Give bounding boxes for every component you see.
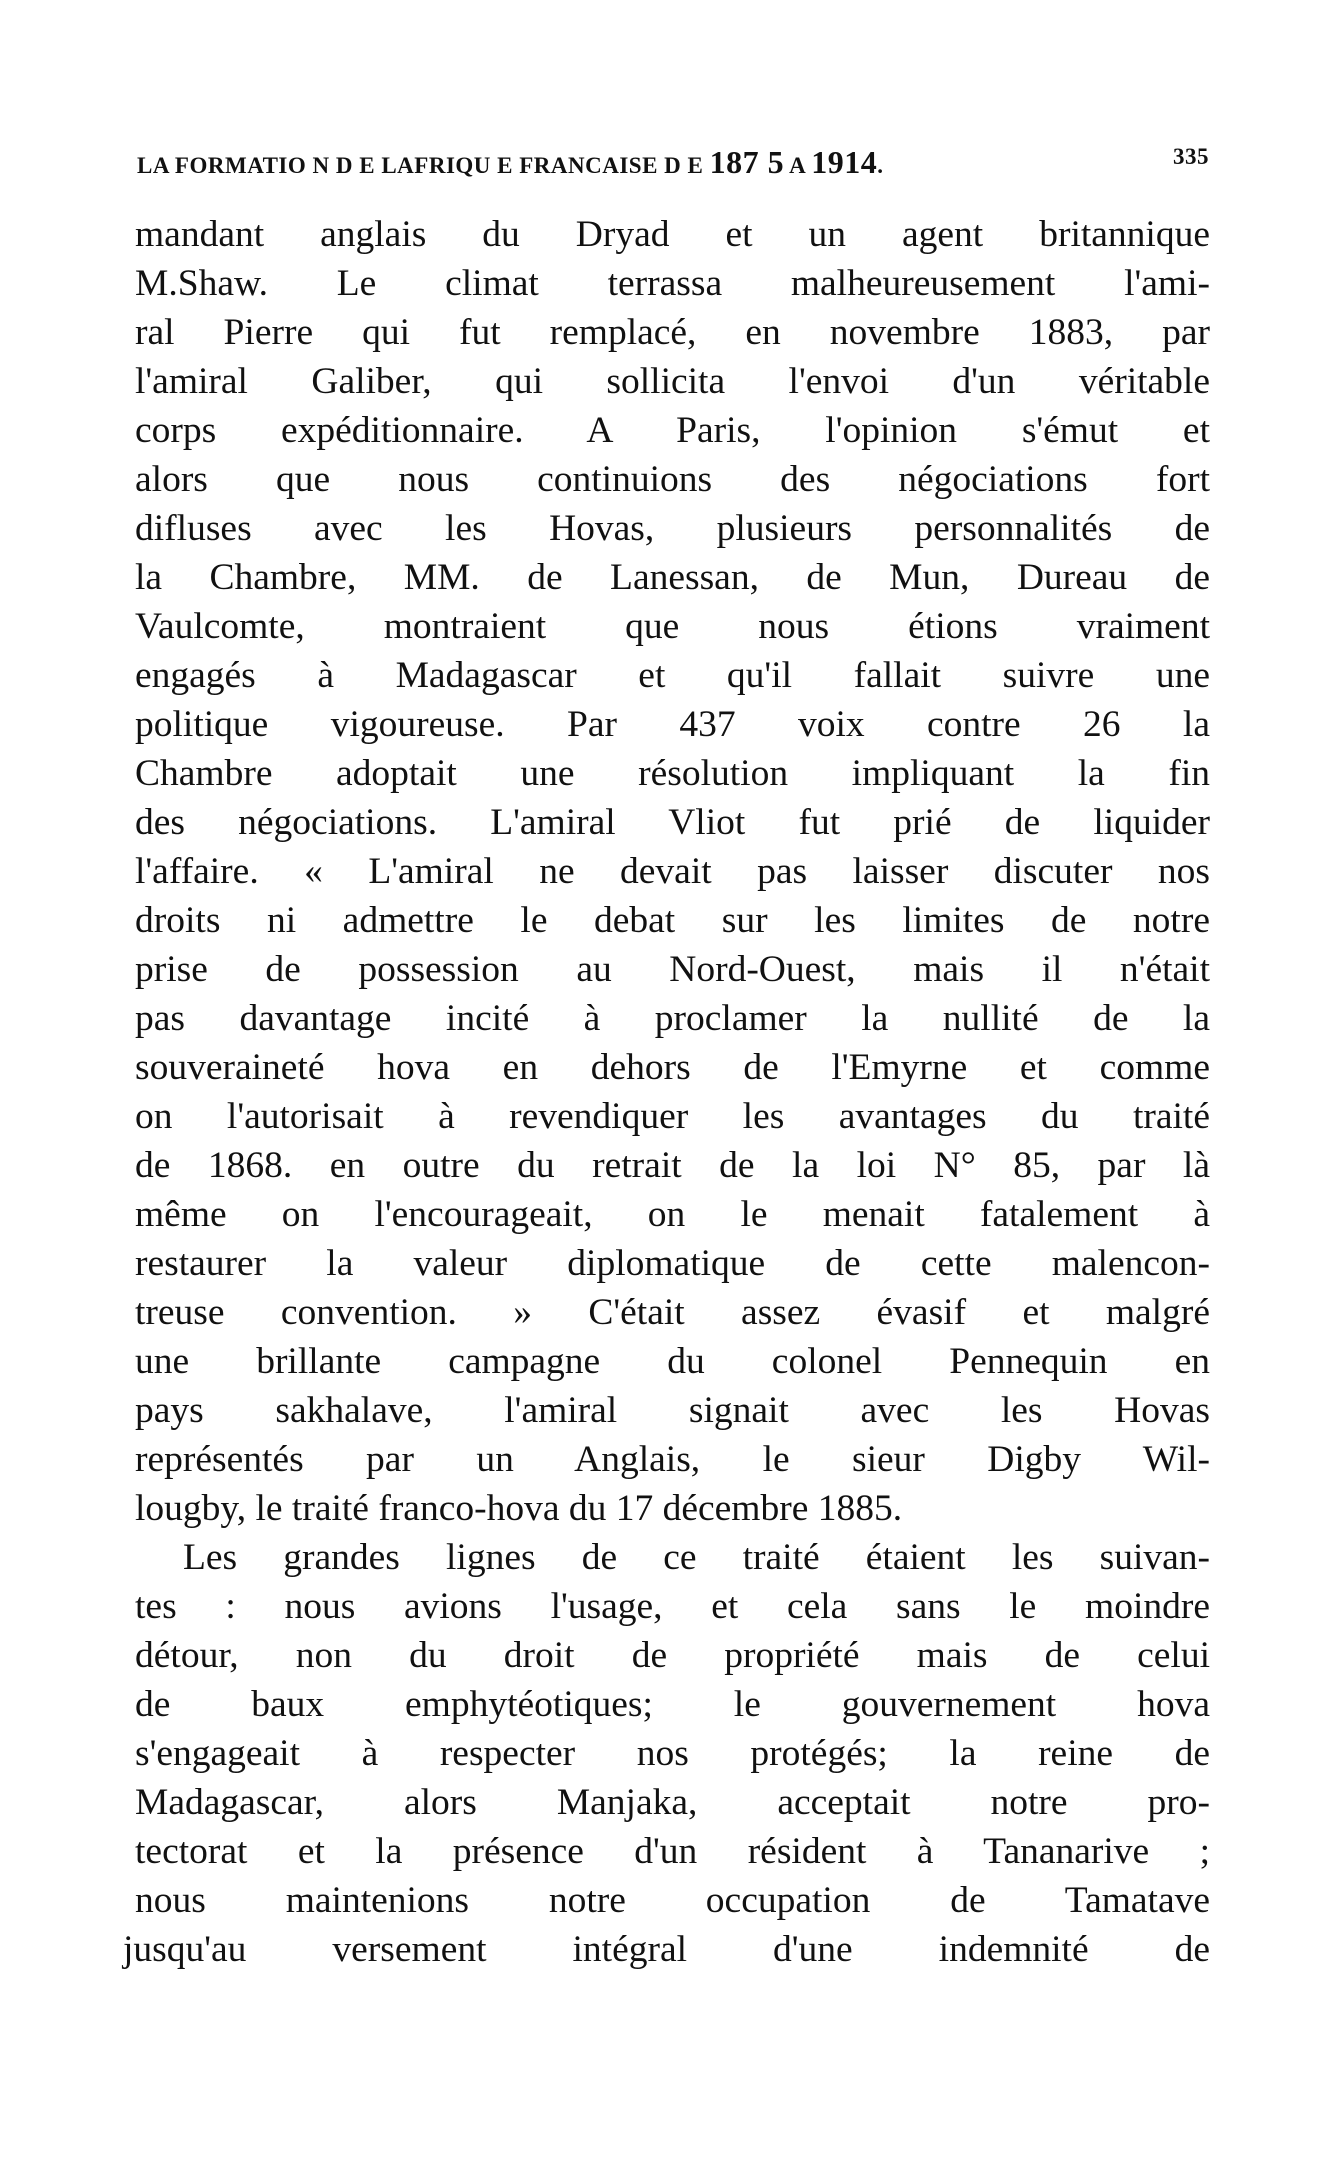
text-line: une brillante campagne du colonel Pennequin en bbox=[135, 1341, 1210, 1382]
paragraph-1 bbox=[135, 210, 1210, 1533]
text-line: Les grandes lignes de ce traité étaient les suivan- bbox=[183, 1537, 1210, 1578]
text-line: de baux emphytéotiques; le gouvernement hova bbox=[135, 1684, 1210, 1725]
text-line: la Chambre, MM. de Lanessan, de Mun, Dureau de bbox=[135, 557, 1210, 598]
text-line: alors que nous continuions des négociations fort bbox=[135, 459, 1210, 500]
text-line: de 1868. en outre du retrait de la loi N° 85, par là bbox=[135, 1145, 1210, 1186]
text-line: des négociations. L'amiral Vliot fut prié de liquider bbox=[135, 802, 1210, 843]
text-line: droits ni admettre le debat sur les limites de notre bbox=[135, 900, 1210, 941]
text-line: Vaulcomte, montraient que nous étions vraiment bbox=[135, 606, 1210, 647]
page-number: 335 bbox=[1173, 144, 1209, 169]
text-line: représentés par un Anglais, le sieur Digby Wil- bbox=[135, 1439, 1210, 1480]
text-line: corps expéditionnaire. A Paris, l'opinion s'émut et bbox=[135, 410, 1210, 451]
text-line: M.Shaw. Le climat terrassa malheureusement l'ami- bbox=[135, 263, 1210, 304]
text-line: l'affaire. « L'amiral ne devait pas laisser discuter nos bbox=[135, 851, 1210, 892]
text-line: engagés à Madagascar et qu'il fallait suivre une bbox=[135, 655, 1210, 696]
text-line: on l'autorisait à revendiquer les avantages du traité bbox=[135, 1096, 1210, 1137]
text-line: détour, non du droit de propriété mais de celui bbox=[135, 1635, 1210, 1676]
text-line: même on l'encourageait, on le menait fatalement à bbox=[135, 1194, 1210, 1235]
year-end: 1914 bbox=[811, 144, 878, 180]
text-line: Chambre adoptait une résolution impliquant la fin bbox=[135, 753, 1210, 794]
text-line: mandant anglais du Dryad et un agent britannique bbox=[135, 214, 1210, 255]
text-line: pas davantage incité à proclamer la nullité de la bbox=[135, 998, 1210, 1039]
text-line: s'engageait à respecter nos protégés; la reine de bbox=[135, 1733, 1210, 1774]
running-head bbox=[137, 138, 1209, 178]
title-part-2: A bbox=[789, 153, 805, 178]
text-line: pays sakhalave, l'amiral signait avec les Hovas bbox=[135, 1390, 1210, 1431]
text-line: politique vigoureuse. Par 437 voix contre 26 la bbox=[135, 704, 1210, 745]
body-text bbox=[123, 210, 1210, 1974]
title-part-1: LA FORMATIO N D E LAFRIQU E FRANCAISE D E bbox=[137, 153, 704, 178]
text-line: difluses avec les Hovas, plusieurs personnalités de bbox=[135, 508, 1210, 549]
title-period: . bbox=[877, 153, 884, 178]
text-line: l'amiral Galiber, qui sollicita l'envoi d'un véritable bbox=[135, 361, 1210, 402]
text-line: restaurer la valeur diplomatique de cette malencon- bbox=[135, 1243, 1210, 1284]
paragraph-2 bbox=[123, 1533, 1210, 1974]
text-line: jusqu'au versement intégral d'une indemnité de bbox=[123, 1929, 1210, 1970]
text-line: Madagascar, alors Manjaka, acceptait notre pro- bbox=[135, 1782, 1210, 1823]
text-line: souveraineté hova en dehors de l'Emyrne et comme bbox=[135, 1047, 1210, 1088]
year-start: 187 5 bbox=[709, 144, 785, 180]
text-line: tectorat et la présence d'un résident à Tananarive ; bbox=[135, 1831, 1210, 1872]
text-line: nous maintenions notre occupation de Tamatave bbox=[135, 1880, 1210, 1921]
text-line: tes : nous avions l'usage, et cela sans le moindre bbox=[135, 1586, 1210, 1627]
text-line: ral Pierre qui fut remplacé, en novembre 1883, par bbox=[135, 312, 1210, 353]
text-line: treuse convention. » C'était assez évasif et malgré bbox=[135, 1292, 1210, 1333]
text-line: prise de possession au Nord-Ouest, mais il n'était bbox=[135, 949, 1210, 990]
running-head-title bbox=[137, 144, 883, 181]
text-line: lougby, le traité franco-hova du 17 décembre 1885. bbox=[135, 1488, 903, 1529]
